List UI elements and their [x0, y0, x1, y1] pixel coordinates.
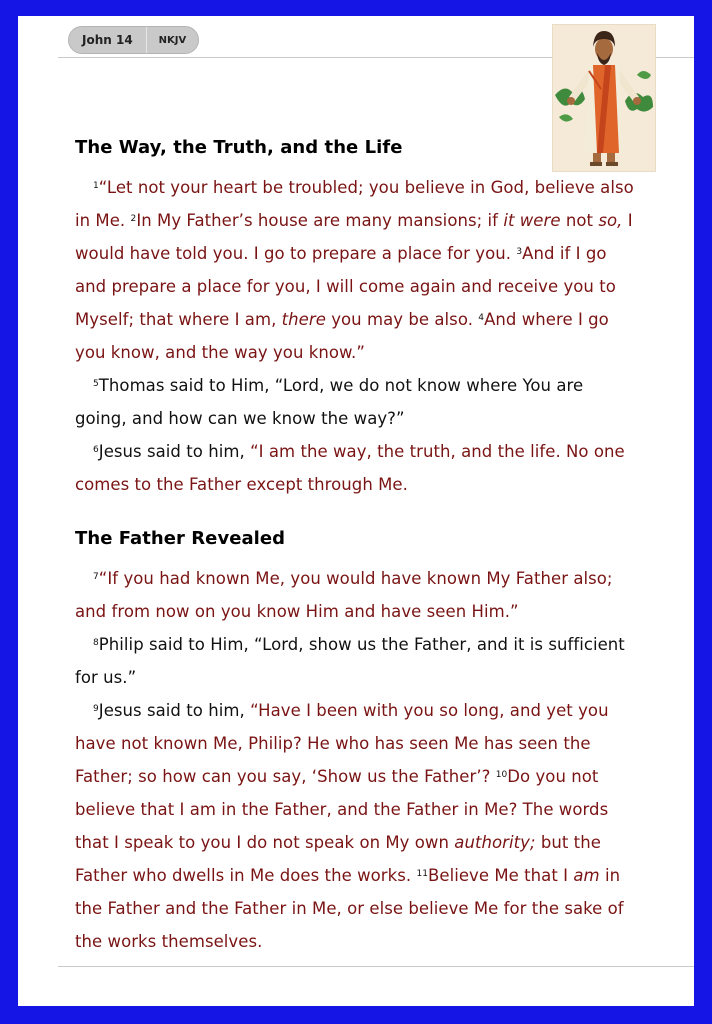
- verse-7[interactable]: “If you had known Me, you would have known My Father also; and from now on you know Him and have seen Him.”: [75, 569, 613, 621]
- verse-8[interactable]: Philip said to Him, “Lord, show us the Father, and it is sufficient for us.”: [75, 635, 625, 687]
- verse-10-text-a: Do you not believe that I am in the Father, and the Father in Me? The words that I speak to you I do not speak on My own: [75, 767, 609, 852]
- verse-number: 8: [93, 638, 99, 648]
- verse-2-italic-b: so,: [598, 211, 623, 230]
- verse-number: 3: [516, 247, 523, 257]
- verse-11-text-a: Believe Me that I: [428, 866, 574, 885]
- paragraph-verse-5: [75, 369, 635, 435]
- verse-11-text-b: in the Father and the Father in Me, or else believe Me for the sake of the works themselves.: [75, 866, 624, 951]
- verse-9-words-of-jesus: “Have I been with you so long, and yet you have not known Me, Philip? He who has seen Me has seen the Father; so how can you say, ‘Show us the Father’?: [75, 701, 609, 786]
- chapter-selector[interactable]: [68, 26, 199, 54]
- verse-4[interactable]: And where I go you know, and the way you know.”: [75, 310, 609, 362]
- chapter-button[interactable]: John 14: [69, 27, 146, 53]
- paragraph-verses-1-4: [75, 171, 635, 369]
- paragraph-verse-6: [75, 435, 635, 501]
- verse-1[interactable]: “Let not your heart be troubled; you believe in God, believe also in Me.: [75, 178, 634, 230]
- version-button[interactable]: NKJV: [146, 27, 199, 53]
- verse-number: 4: [478, 313, 485, 323]
- verse-2-text-b: not: [560, 211, 599, 230]
- verse-3-text-b: you may be also.: [325, 310, 473, 329]
- chapter-text: [75, 130, 635, 958]
- section-heading: The Father Revealed: [75, 528, 286, 549]
- verse-6-narration: Jesus said to him,: [98, 442, 251, 461]
- verse-2-text-c: I would have told you. I go to prepare a place for you.: [75, 211, 633, 263]
- verse-number: 2: [130, 214, 137, 224]
- verse-10-text-b: but the Father who dwells in Me does the works.: [75, 833, 601, 885]
- verse-number: 1: [93, 181, 99, 191]
- verse-3-italic: there: [281, 310, 326, 329]
- verse-number: 5: [93, 379, 99, 389]
- verse-6[interactable]: [75, 442, 625, 494]
- verse-number: 10: [495, 770, 508, 780]
- verse-number: 11: [416, 869, 428, 879]
- paragraph-verse-7: [75, 562, 635, 628]
- footer-divider: [58, 966, 694, 967]
- section-heading: The Way, the Truth, and the Life: [75, 137, 403, 158]
- paragraph-verses-9-11: [75, 694, 635, 958]
- verse-number: 9: [93, 704, 99, 714]
- paragraph-verse-8: [75, 628, 635, 694]
- verse-10-italic: authority;: [454, 833, 536, 852]
- verse-6-words-of-jesus: “I am the way, the truth, and the life. No one comes to the Father except through Me.: [75, 442, 625, 494]
- verse-9-narration: Jesus said to him,: [98, 701, 251, 720]
- verse-2-italic-a: it were: [503, 211, 561, 230]
- verse-number: 7: [93, 572, 99, 582]
- verse-11-italic: am: [573, 866, 600, 885]
- verse-5[interactable]: Thomas said to Him, “Lord, we do not know where You are going, and how can we know the way?”: [75, 376, 584, 428]
- verse-number: 6: [93, 445, 99, 455]
- bible-page: [18, 16, 694, 1006]
- verse-3-text-a: And if I go and prepare a place for you, I will come again and receive you to Myself; that where I am,: [75, 244, 616, 329]
- verse-2-text-a: In My Father’s house are many mansions; if: [136, 211, 504, 230]
